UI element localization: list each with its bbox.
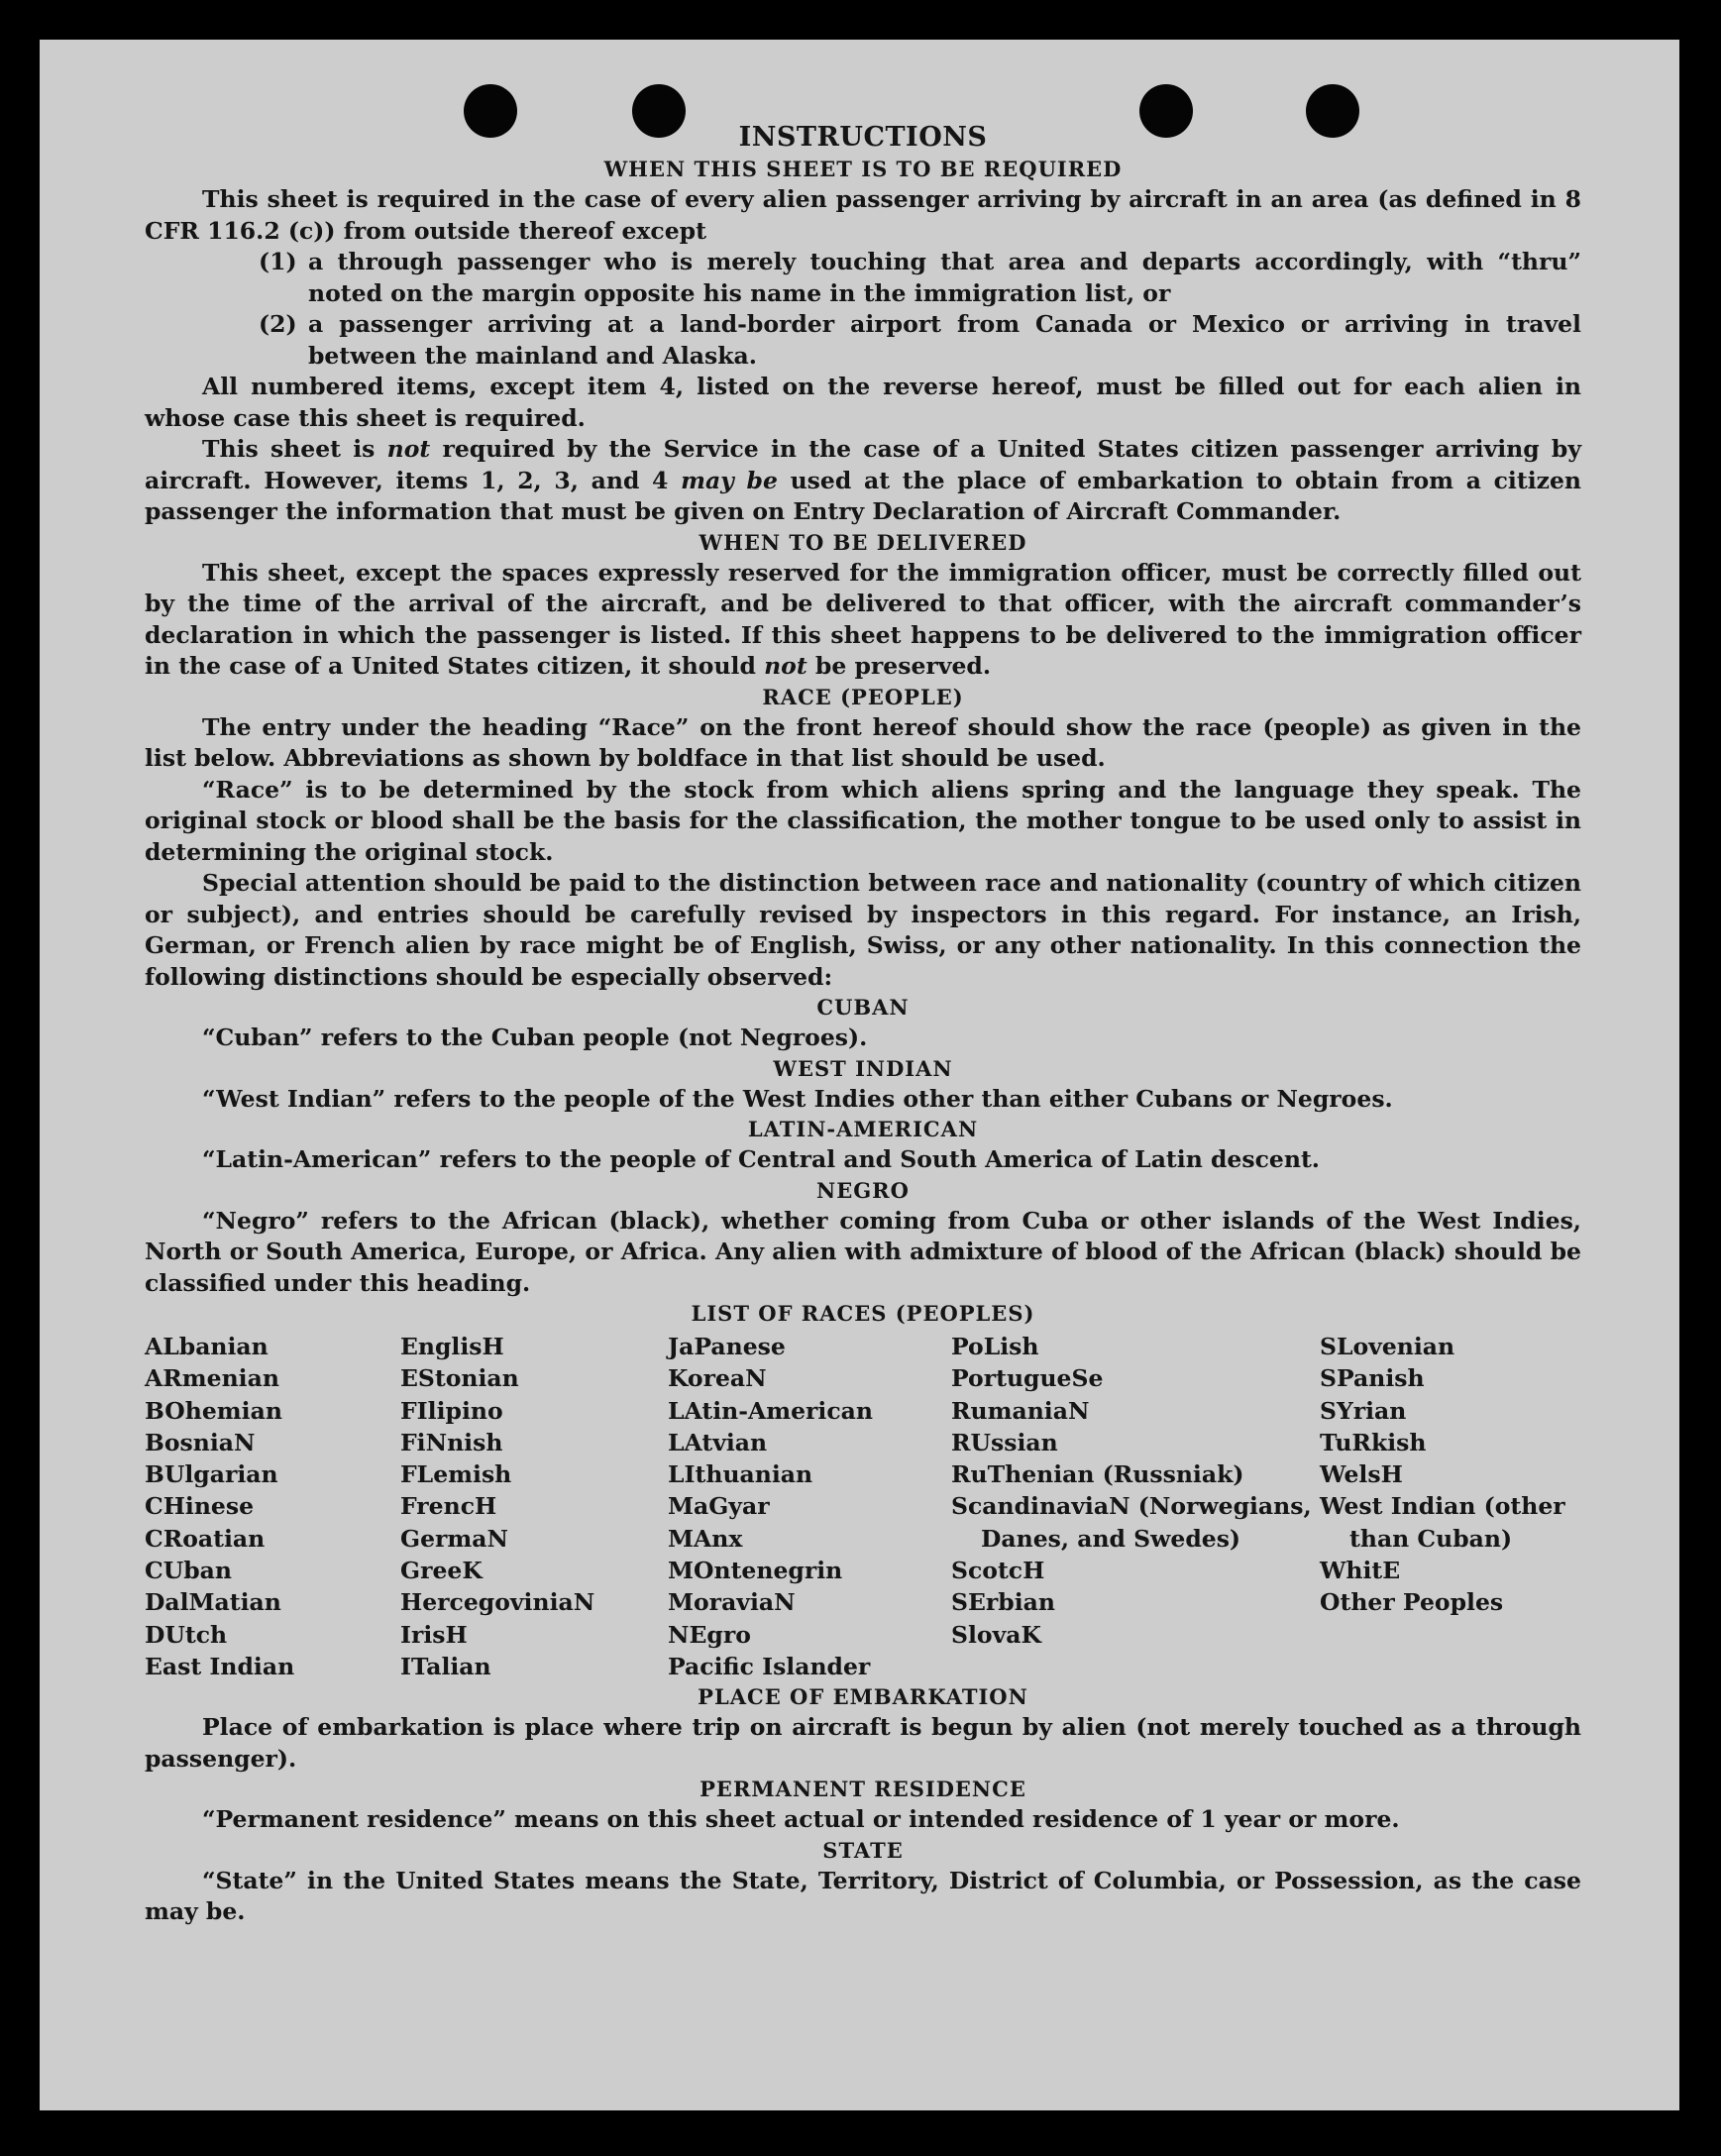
- race-item: CHinese: [145, 1492, 255, 1521]
- list-item: [145, 247, 1581, 309]
- race-item: GermaN: [400, 1524, 508, 1553]
- race-column: [400, 1331, 668, 1682]
- race-item: ITalian: [400, 1652, 491, 1680]
- section-heading: WEST INDIAN: [773, 1055, 953, 1081]
- race-item: LIthuanian: [668, 1460, 813, 1489]
- race-item: MoraviaN: [668, 1588, 796, 1617]
- race-item: WelsH: [1320, 1460, 1403, 1489]
- race-item: East Indian: [145, 1652, 295, 1680]
- race-item: JaPanese: [668, 1333, 786, 1360]
- race-item: RUssian: [951, 1428, 1058, 1456]
- form-sheet: [40, 40, 1679, 2110]
- paragraph: This sheet, except the spaces expressly reserved for the immigration officer, must be correctly filled out by the time of the arrival of the aircraft, and be delivered to that officer, with the aircraft commander’s declaration in which the passenger is listed. If this sheet happens to be delivered to the immigration officer in the case of a United States citizen, it should not be preserved.: [145, 558, 1581, 680]
- item-number: (1): [259, 248, 297, 275]
- item-text: a passenger arriving at a land-border airport from Canada or Mexico or arriving in travel between the mainland and Alaska.: [308, 310, 1581, 370]
- paragraph: “State” in the United States means the State, Territory, District of Columbia, or Possession, as the case may be.: [145, 1866, 1581, 1926]
- race-item: CUban: [145, 1557, 232, 1585]
- paragraph: The entry under the heading “Race” on the front hereof should show the race (people) as given in the list below. Abbreviations as shown by boldface in that list should be used.: [145, 712, 1581, 772]
- section-heading: WHEN THIS SHEET IS TO BE REQUIRED: [603, 157, 1123, 181]
- race-item: MAnx: [668, 1524, 743, 1553]
- paragraph: “Cuban” refers to the Cuban people (not Negroes).: [202, 1024, 868, 1051]
- race-item: GreeK: [400, 1557, 483, 1585]
- paragraph: This sheet is required in the case of every alien passenger arriving by aircraft in an area (as defined in 8 CFR 116.2 (c)) from outside thereof except: [145, 185, 1581, 245]
- page-title: INSTRUCTIONS: [738, 122, 988, 153]
- race-item: FIlipino: [400, 1396, 503, 1425]
- race-item: HercegoviniaN: [400, 1588, 595, 1617]
- section-heading: PLACE OF EMBARKATION: [698, 1684, 1028, 1710]
- race-column: [951, 1331, 1320, 1682]
- paragraph: “Negro” refers to the African (black), whether coming from Cuba or other islands of the West Indies, North or South America, Europe, or Africa. Any alien with admixture of blood of the African (black) should be classified under this heading.: [145, 1206, 1581, 1297]
- race-item: FLemish: [400, 1460, 512, 1489]
- race-item: West Indian (other than Cuban): [1320, 1492, 1565, 1553]
- paragraph: “West Indian” refers to the people of the West Indies other than either Cubans or Negroes.: [202, 1084, 1393, 1113]
- paragraph: “Race” is to be determined by the stock from which aliens spring and the language they speak. The original stock or blood shall be the basis for the classification, the mother tongue to be used only to assist in determining the original stock.: [145, 775, 1581, 866]
- item-number: (2): [259, 310, 297, 338]
- race-item: SPanish: [1320, 1364, 1425, 1393]
- race-item: SYrian: [1320, 1396, 1407, 1425]
- race-item: EStonian: [400, 1364, 519, 1393]
- race-item: ARmenian: [145, 1364, 279, 1393]
- race-item: PoLish: [951, 1333, 1039, 1360]
- instructions-body: [145, 121, 1581, 1928]
- section-heading: NEGRO: [816, 1177, 910, 1203]
- race-item: ScotcH: [951, 1557, 1045, 1585]
- section-heading: WHEN TO BE DELIVERED: [699, 529, 1027, 555]
- race-item: NEgro: [668, 1620, 751, 1649]
- race-list: [145, 1331, 1581, 1682]
- race-item: DUtch: [145, 1620, 228, 1649]
- race-item: FiNnish: [400, 1428, 503, 1456]
- paragraph: Place of embarkation is place where trip on aircraft is begun by alien (not merely touched as a through passenger).: [145, 1713, 1581, 1773]
- race-item: Pacific Islander: [668, 1652, 871, 1680]
- paragraph: “Latin-American” refers to the people of Central and South America of Latin descent.: [202, 1145, 1320, 1173]
- section-heading: LATIN-AMERICAN: [747, 1117, 979, 1141]
- race-item: IrisH: [400, 1620, 468, 1649]
- race-item: KoreaN: [668, 1364, 767, 1393]
- race-item: SLovenian: [1320, 1333, 1455, 1360]
- race-item: LAtin-American: [668, 1396, 873, 1425]
- section-heading: STATE: [822, 1837, 904, 1863]
- race-item: ScandinaviaN (Norwegians, Danes, and Swedes): [951, 1492, 1312, 1553]
- race-item: MOntenegrin: [668, 1557, 843, 1585]
- race-item: Other Peoples: [1320, 1588, 1504, 1617]
- race-item: MaGyar: [668, 1492, 770, 1521]
- race-column: [1320, 1331, 1581, 1682]
- race-item: BOhemian: [145, 1396, 282, 1425]
- race-item: LAtvian: [668, 1428, 768, 1456]
- section-heading: PERMANENT RESIDENCE: [699, 1777, 1026, 1802]
- race-item: SErbian: [951, 1588, 1055, 1617]
- race-item: BUlgarian: [145, 1460, 278, 1489]
- section-heading: RACE (PEOPLE): [762, 684, 964, 709]
- race-item: WhitE: [1320, 1557, 1401, 1585]
- race-item: RumaniaN: [951, 1396, 1090, 1425]
- race-item: ALbanian: [145, 1333, 269, 1360]
- section-heading: LIST OF RACES (PEOPLES): [691, 1301, 1035, 1326]
- race-item: SlovaK: [951, 1620, 1041, 1649]
- race-item: CRoatian: [145, 1524, 266, 1553]
- race-column: [145, 1331, 400, 1682]
- section-heading: CUBAN: [816, 995, 910, 1020]
- paragraph: Special attention should be paid to the distinction between race and nationality (country of which citizen or subject), and entries should be carefully revised by inspectors in this regard. For instance, an Irish, German, or French alien by race might be of English, Swiss, or any other nationality. In this connection the following distinctions should be especially observed:: [145, 869, 1581, 991]
- list-item: [145, 309, 1581, 372]
- race-item: TuRkish: [1320, 1428, 1427, 1456]
- race-item: RuThenian (Russniak): [951, 1460, 1244, 1489]
- race-column: [668, 1331, 951, 1682]
- paragraph: This sheet is not required by the Service in the case of a United States citizen passenger arriving by aircraft. However, items 1, 2, 3, and 4 may be used at the place of embarkation to obtain from a citizen passenger the information that must be given on Entry Declaration of Aircraft Commander.: [145, 435, 1581, 525]
- race-item: PortugueSe: [951, 1364, 1104, 1393]
- race-item: EnglisH: [400, 1333, 504, 1360]
- race-item: DalMatian: [145, 1588, 281, 1617]
- paragraph: All numbered items, except item 4, listed on the reverse hereof, must be filled out for each alien in whose case this sheet is required.: [145, 373, 1581, 432]
- item-text: a through passenger who is merely touching that area and departs accordingly, with “thru” noted on the margin opposite his name in the immigration list, or: [308, 248, 1581, 307]
- race-item: FrencH: [400, 1492, 497, 1521]
- paragraph: “Permanent residence” means on this sheet actual or intended residence of 1 year or more.: [202, 1805, 1400, 1834]
- race-item: BosniaN: [145, 1428, 256, 1456]
